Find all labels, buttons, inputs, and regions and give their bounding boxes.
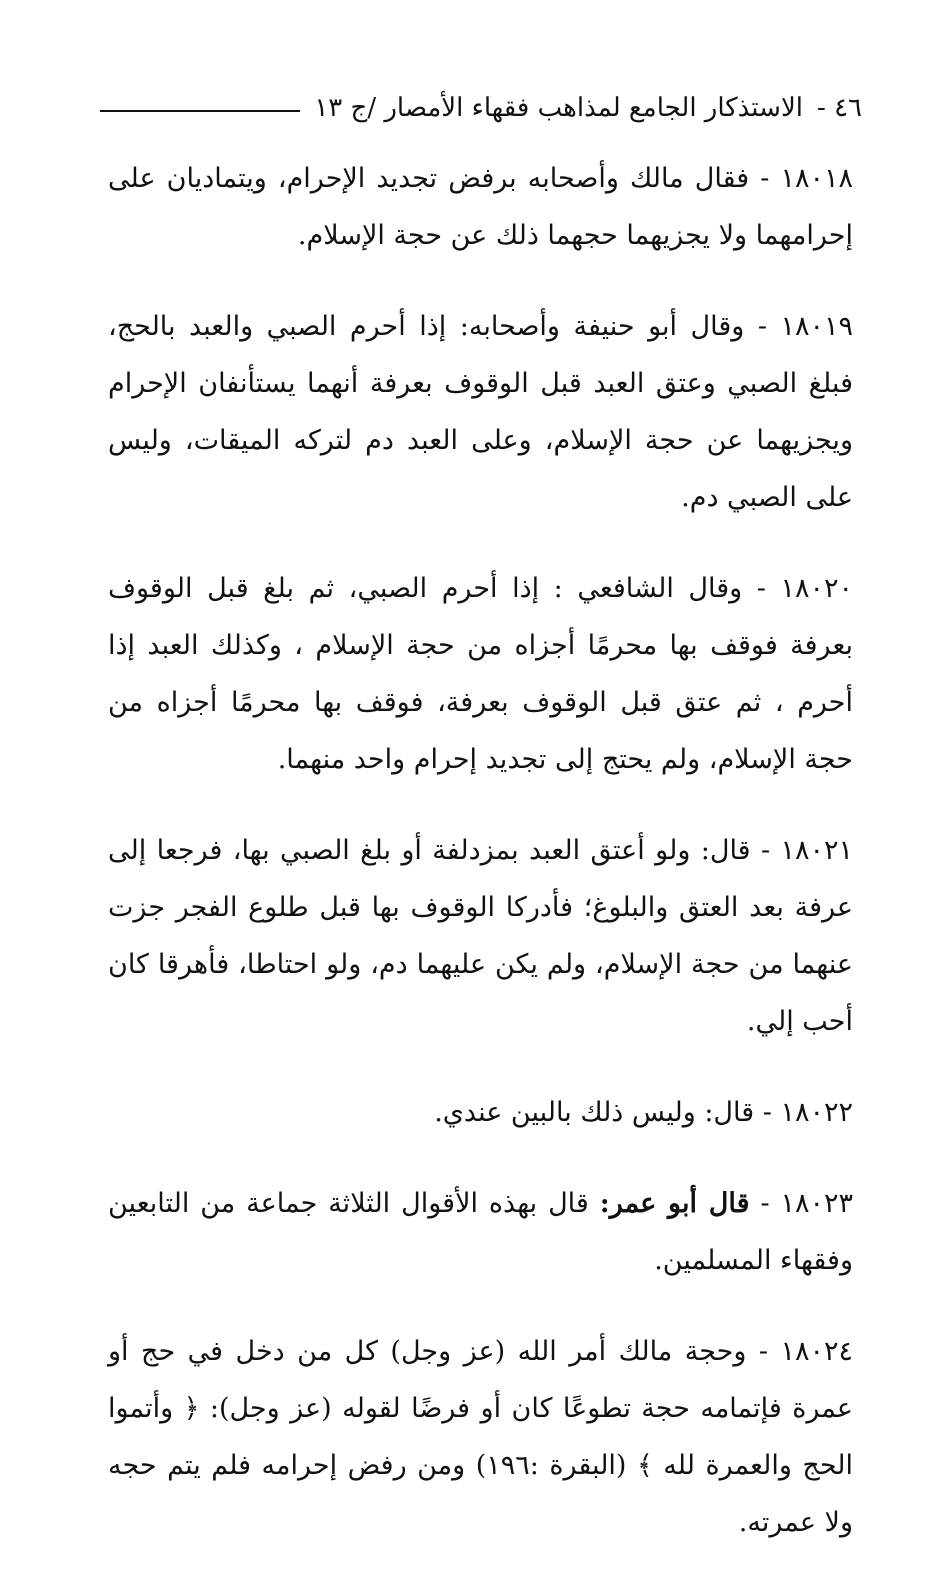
paragraph-18020 [108,560,853,788]
paragraph-number: ١٨٠١٩ - [757,311,853,342]
book-title: الاستذكار الجامع لمذاهب فقهاء الأمصار /ج ١٣ [314,93,803,123]
paragraph-text: قال: وليس ذلك بالبين عندي. [434,1097,755,1128]
paragraph-18023 [108,1175,853,1289]
paragraph-text: وحجة مالك أمر الله (عز وجل) كل من دخل في حج أو عمرة فإتمامه حجة تطوعًا كان أو فرضًا لقوله (عز وجل): ﴿ وأتموا الحج والعمرة لله ﴾ (البقرة :١٩٦) ومن رفض إحرامه فلم يتم حجه ولا عمرته. [108,1336,853,1538]
paragraph-number: ١٨٠٢٠ - [756,573,853,604]
header-rule [100,110,300,112]
page-number: ٤٦ - [817,93,862,123]
paragraph-18018 [108,150,853,264]
paragraph-text: وقال أبو حنيفة وأصحابه: إذا أحرم الصبي والعبد بالحج، فبلغ الصبي وعتق العبد قبل الوقوف بعرفة أنهما يستأنفان الإحرام ويجزيهما عن حجة الإسلام، وعلى العبد دم لتركه الميقات، وليس على الصبي دم. [108,311,853,513]
paragraph-number: ١٨٠٢٢ - [762,1097,853,1128]
paragraph-number: ١٨٠٢٣ - [760,1188,853,1219]
paragraph-18024 [108,1323,853,1551]
paragraph-number: ١٨٠١٨ - [760,163,853,194]
paragraph-number: ١٨٠٢١ - [760,835,853,866]
running-header [100,86,862,130]
paragraph-text: قال: ولو أعتق العبد بمزدلفة أو بلغ الصبي بها، فرجعا إلى عرفة بعد العتق والبلوغ؛ فأدركا الوقوف بها قبل طلوع الفجر جزت عنهما من حجة الإسلام، ولم يكن عليهما دم، ولو احتاطا، فأهرقا كان أحب إلي. [108,835,853,1037]
author-attribution: قال أبو عمر: [599,1188,750,1219]
paragraph-18021 [108,822,853,1050]
paragraph-text: قال بهذه الأقوال الثلاثة جماعة من التابعين وفقهاء المسلمين. [108,1188,853,1276]
paragraph-text: وقال الشافعي : إذا أحرم الصبي، ثم بلغ قبل الوقوف بعرفة فوقف بها محرمًا أجزاه من حجة الإسلام ، وكذلك العبد إذا أحرم ، ثم عتق قبل الوقوف بعرفة، فوقف بها محرمًا أجزاه من حجة الإسلام، ولم يحتج إلى تجديد إحرام واحد منهما. [108,573,853,775]
paragraph-18022 [108,1084,853,1141]
paragraph-text: فقال مالك وأصحابه برفض تجديد الإحرام، ويتماديان على إحرامهما ولا يجزيهما حجهما ذلك عن حجة الإسلام. [108,163,853,251]
paragraph-number: ١٨٠٢٤ - [758,1336,853,1367]
paragraph-18019 [108,298,853,526]
body-text [108,150,853,1585]
